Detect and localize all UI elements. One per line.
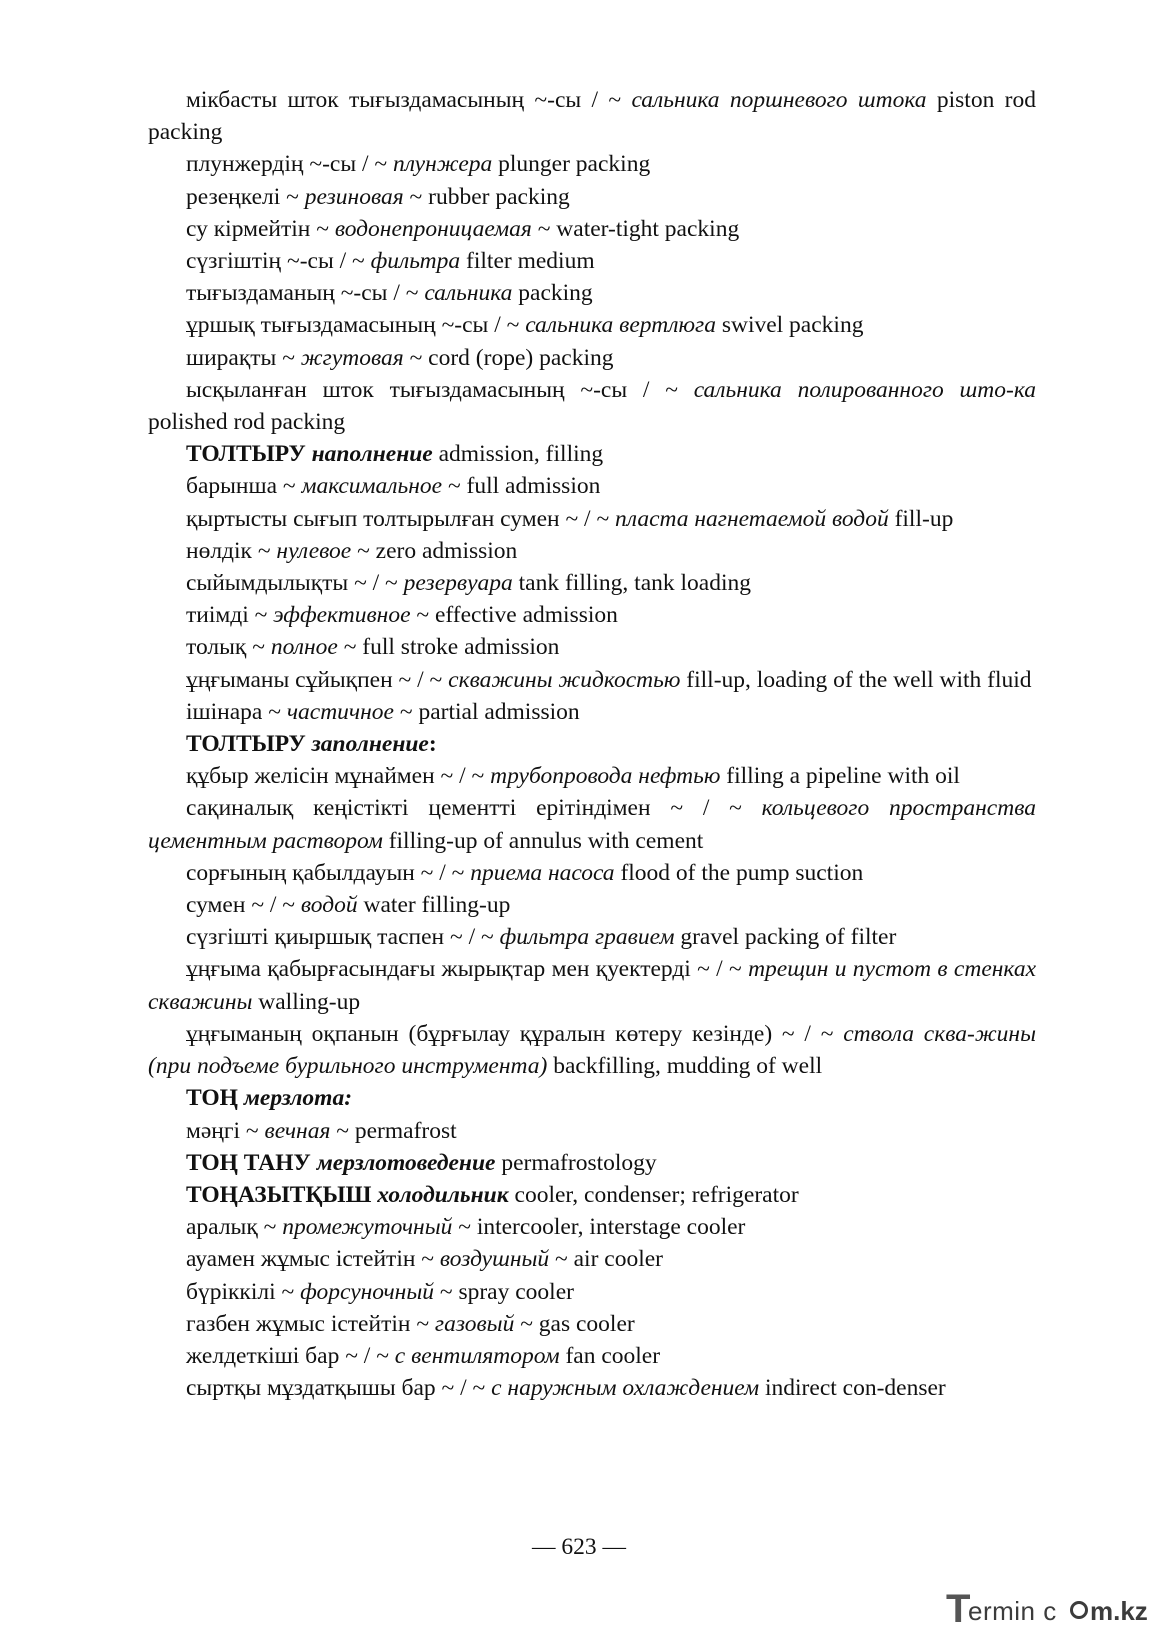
dictionary-entry — [148, 438, 1036, 470]
entry-text: қыртысты сығып толтырылған сумен ~ / ~ — [186, 505, 616, 532]
entry-text: толық ~ — [186, 634, 271, 661]
dictionary-entry — [148, 84, 1036, 148]
entry-text: walling-up — [252, 988, 361, 1015]
entry-text: ұңғыманың оқпанын (бұрғылау құралын көтеру кезінде) ~ / ~ — [186, 1020, 844, 1047]
watermark-text: ermin c — [968, 1596, 1057, 1626]
entry-russian-term: резервуара — [403, 570, 513, 597]
entry-text: ~ cord (rope) packing — [403, 344, 614, 371]
dictionary-entry — [148, 470, 1036, 502]
dictionary-entry — [148, 245, 1036, 277]
entry-text: газбен жұмыс істейтін ~ — [186, 1310, 435, 1337]
entry-text: сорғының қабылдауын ~ / ~ — [186, 859, 471, 886]
entry-text: fill-up — [888, 505, 954, 532]
dictionary-entry — [148, 792, 1036, 856]
dictionary-entry — [148, 889, 1036, 921]
entry-text: ~ permafrost — [330, 1117, 457, 1144]
dictionary-entry — [148, 213, 1036, 245]
entry-text: ~ rubber packing — [403, 183, 570, 210]
entry-text: сыртқы мұздатқышы бар ~ / ~ — [186, 1375, 492, 1402]
dictionary-entry — [148, 1211, 1036, 1243]
dictionary-entry — [148, 1276, 1036, 1308]
entry-text: ~ zero admission — [351, 537, 518, 564]
entry-russian-term: полное — [270, 634, 338, 661]
entry-text: мікбасты шток тығыздамасының ~-сы / ~ — [186, 87, 632, 113]
entry-text: filling-up of annulus with cement — [382, 827, 704, 854]
dictionary-entry — [148, 728, 1036, 760]
entry-russian-term: сальника полированного што-ка — [693, 376, 1036, 403]
entry-text: cooler, condenser; refrigerator — [508, 1181, 799, 1208]
entry-text: ұршық тығыздамасының ~-сы / ~ — [186, 312, 526, 339]
dictionary-entry — [148, 342, 1036, 374]
entry-text: ~ full admission — [442, 473, 601, 500]
dictionary-entry — [148, 1372, 1036, 1404]
entry-text: ысқыланған шток тығыздамасының ~-сы / ~ — [186, 376, 694, 403]
entry-russian-term: частичное — [286, 698, 394, 725]
dictionary-entry — [148, 631, 1036, 663]
entry-text: filling a pipeline with oil — [720, 763, 960, 790]
dictionary-entry — [148, 921, 1036, 953]
entry-russian-term: резиновая — [304, 183, 404, 210]
entry-russian-term: трубопровода нефтью — [490, 763, 721, 790]
entry-text: ұңғыманы сұйықпен ~ / ~ — [186, 666, 449, 693]
entry-russian-term: эффективное — [273, 602, 411, 629]
entry-text: water filling-up — [357, 892, 511, 919]
entry-text: fill-up, loading of the well with fluid — [680, 666, 1032, 693]
entry-russian-term: форсуночный — [300, 1278, 434, 1305]
entry-text: сыйымдылықты ~ / ~ — [186, 570, 404, 597]
dictionary-entry — [148, 1308, 1036, 1340]
entry-headword: ТОҢ — [186, 1085, 244, 1112]
dictionary-entry — [148, 535, 1036, 567]
entry-headword: : — [428, 731, 437, 758]
entry-text: плунжердің ~-сы / ~ — [186, 151, 393, 178]
entry-text: fan cooler — [559, 1342, 661, 1369]
dictionary-entry — [148, 857, 1036, 889]
dictionary-entry — [148, 1082, 1036, 1114]
entry-text: тиімді ~ — [186, 602, 274, 629]
entry-text: flood of the pump suction — [614, 859, 864, 886]
entry-text: ~ effective admission — [410, 602, 618, 629]
entry-text: piston rod packing — [148, 87, 1036, 146]
entry-text: filter medium — [460, 248, 595, 275]
entry-text: plunger packing — [492, 151, 651, 178]
entry-headword: мерзлотоведение — [316, 1149, 496, 1176]
entry-headword: ТОЛТЫРУ — [186, 441, 312, 468]
entry-russian-term: водой — [300, 892, 358, 919]
dictionary-entry — [148, 599, 1036, 631]
entry-text: ауамен жұмыс істейтін ~ — [186, 1246, 440, 1273]
entry-russian-term: трещин и пустот в стенках скважины — [148, 956, 1036, 1015]
dictionary-entry — [148, 309, 1036, 341]
entry-text: сақиналық кеңістікті цементті ерітіндімен ~ / ~ — [186, 795, 762, 822]
dictionary-entry — [148, 503, 1036, 535]
dictionary-entry — [148, 1243, 1036, 1275]
entry-russian-term: с наружным охлаждением — [491, 1375, 760, 1402]
entry-text: резеңкелі ~ — [186, 183, 305, 210]
entry-russian-term: кольцевого пространства цементным раствором — [148, 795, 1036, 854]
entry-russian-term: нулевое — [276, 537, 352, 564]
entry-text: ~ air cooler — [549, 1246, 663, 1273]
dictionary-page — [148, 84, 1036, 1404]
entry-text: indirect con-denser — [759, 1375, 946, 1402]
entry-russian-term: пласта нагнетаемой водой — [615, 505, 889, 532]
entry-text: сүзгішті қиыршық таспен ~ / ~ — [186, 924, 500, 951]
entry-russian-term: приема насоса — [470, 859, 615, 886]
watermark-ring-icon — [1070, 1601, 1088, 1619]
dictionary-entry — [148, 696, 1036, 728]
dictionary-entry — [148, 148, 1036, 180]
entry-text: ~ gas cooler — [514, 1310, 635, 1337]
entry-russian-term: воздушный — [439, 1246, 550, 1273]
entry-text: packing — [512, 280, 593, 307]
entry-headword: ТОҢАЗЫТҚЫШ — [186, 1181, 378, 1208]
entry-text: tank filling, tank loading — [512, 570, 751, 597]
dictionary-entry — [148, 277, 1036, 309]
entry-text: ішінара ~ — [186, 698, 287, 725]
entry-headword: мерзлота: — [243, 1085, 353, 1112]
entry-russian-term: сальника вертлюга — [525, 312, 716, 339]
entry-text: мәңгі ~ — [186, 1117, 265, 1144]
entry-russian-term: водонепроницаемая — [334, 215, 532, 242]
dictionary-entry — [148, 567, 1036, 599]
entry-headword: холодильник — [377, 1181, 509, 1208]
entry-text: сумен ~ / ~ — [186, 892, 301, 919]
entry-text: тығыздаманың ~-сы / ~ — [186, 280, 425, 307]
entry-text: құбыр желісін мұнаймен ~ / ~ — [186, 763, 491, 790]
entry-russian-term: плунжера — [393, 151, 493, 178]
entry-text: ~ spray cooler — [434, 1278, 574, 1305]
entry-russian-term: жгутовая — [300, 344, 404, 371]
dictionary-entry — [148, 1018, 1036, 1082]
dictionary-entry — [148, 181, 1036, 213]
entry-headword: наполнение — [311, 441, 433, 468]
entry-headword: ТОҢ ТАНУ — [186, 1149, 317, 1176]
entry-text: admission, filling — [432, 441, 604, 468]
entry-headword: ТОЛТЫРУ — [186, 731, 312, 758]
terminkom-watermark-logo — [946, 1587, 1146, 1631]
entry-russian-term: фильтра гравием — [499, 924, 675, 951]
page-number: — 623 — — [532, 1534, 626, 1560]
entry-text: бүріккілі ~ — [186, 1278, 301, 1305]
entry-russian-term: ствола сква-жины (при подъеме бурильного инструмента) — [148, 1020, 1036, 1080]
entry-text: су кірмейтін ~ — [186, 215, 335, 242]
dictionary-entry — [148, 664, 1036, 696]
entry-text: swivel packing — [715, 312, 864, 339]
entry-russian-term: с вентилятором — [394, 1342, 560, 1369]
entry-headword: заполнение — [311, 731, 429, 758]
entry-text: ~ water-tight packing — [531, 215, 740, 242]
entry-text: gravel packing of filter — [674, 924, 897, 951]
entry-text: аралық ~ — [186, 1214, 283, 1241]
dictionary-entry — [148, 1115, 1036, 1147]
entry-russian-term: газовый — [434, 1310, 515, 1337]
entry-text: ұңғыма қабырғасындағы жырықтар мен қуектерді ~ / ~ — [186, 956, 749, 983]
entry-russian-term: промежуточный — [282, 1214, 453, 1241]
entry-text: ширақты ~ — [186, 344, 301, 371]
dictionary-entry — [148, 760, 1036, 792]
entry-text: polished rod packing — [148, 409, 346, 436]
entry-text: ~ partial admission — [393, 698, 580, 725]
entry-text: желдеткіші бар ~ / ~ — [186, 1342, 395, 1369]
entry-russian-term: скважины жидкостью — [448, 666, 681, 693]
dictionary-entry — [148, 953, 1036, 1017]
watermark-letter-t: T — [946, 1587, 971, 1631]
entry-russian-term: максимальное — [301, 473, 443, 500]
entry-text: сүзгіштің ~-сы / ~ — [186, 248, 371, 275]
entry-text: барынша ~ — [186, 473, 302, 500]
entry-text: нөлдік ~ — [186, 537, 277, 564]
entry-text: ~ full stroke admission — [337, 634, 560, 661]
entry-russian-term: сальника — [424, 280, 513, 307]
dictionary-entry — [148, 1147, 1036, 1179]
entry-russian-term: сальника поршневого штока — [631, 87, 927, 113]
dictionary-entry — [148, 374, 1036, 438]
dictionary-entry — [148, 1179, 1036, 1211]
dictionary-entry — [148, 1340, 1036, 1372]
watermark-domain: m.kz — [1090, 1596, 1148, 1626]
entry-russian-term: фильтра — [370, 248, 461, 275]
entry-text: backfilling, mudding of well — [547, 1053, 823, 1080]
entry-text: ~ intercooler, interstage cooler — [452, 1214, 746, 1241]
entry-russian-term: вечная — [264, 1117, 331, 1144]
entry-text: permafrostology — [495, 1149, 657, 1176]
